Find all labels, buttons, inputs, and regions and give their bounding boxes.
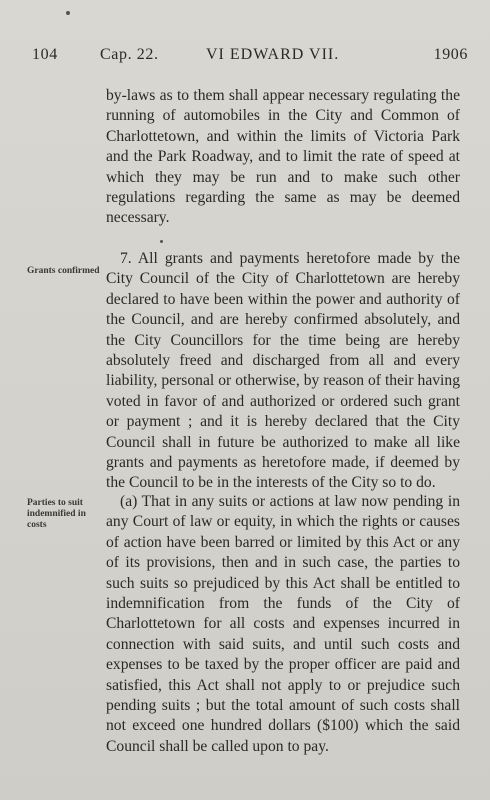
ink-speck <box>160 240 163 243</box>
ink-speck <box>66 11 70 15</box>
chapter-label: Cap. 22. <box>100 46 159 63</box>
margin-note-grants-confirmed: Grants confirmed <box>27 266 100 276</box>
header-year: 1906 <box>433 46 468 63</box>
header-title: VI EDWARD VII. <box>206 46 340 63</box>
paragraph-section-7: 7. All grants and payments heretofore made by the City Council of the City of Charlottetown are hereby declared to have been within the power and authority of the Council, and are hereby confirmed absolutely, and the City Councillors for the time being are hereby absolutely freed and discharged from all and every liability, personal or otherwise, by reason of their having voted in favor of and authorized or ordered such grant or payment ; and it is hereby declared that the City Council shall in future be authorized to make all like grants and payments as heretofore made, if deemed by the Council to be in the interests of the City so to do. <box>106 250 460 492</box>
page-number: 104 <box>32 46 58 63</box>
paragraph-subsection-a: (a) That in any suits or actions at law now pending in any Court of law or equity, in which the rights or causes of action have been barred or limited by this Act or any of its provisions, then and in such case, the parties to such suits so prejudiced by this Act shall be entitled to indemnification from the funds of the City of Charlottetown for all costs and expenses incurred in connection with said suits, and until such costs and expenses to be taxed by the proper officer are paid and satisfied, this Act shall not apply to or prejudice such pending suits ; but the total amount of such costs shall not exceed one hundred dollars ($100) which the said Council shall be called upon to pay. <box>106 493 460 755</box>
paragraph-continuation: by-laws as to them shall appear necessary regulating the running of automobiles in the City and Common of Charlottetown, and within the limits of Victoria Park and the Park Roadway, and to limit the rate of speed at which they may be run and to make such other regulations regarding the same as may be deemed necessary. <box>106 87 460 227</box>
running-header <box>30 46 468 66</box>
margin-note-parties-indemnified: Parties to suit indemnified in costs <box>27 498 86 530</box>
